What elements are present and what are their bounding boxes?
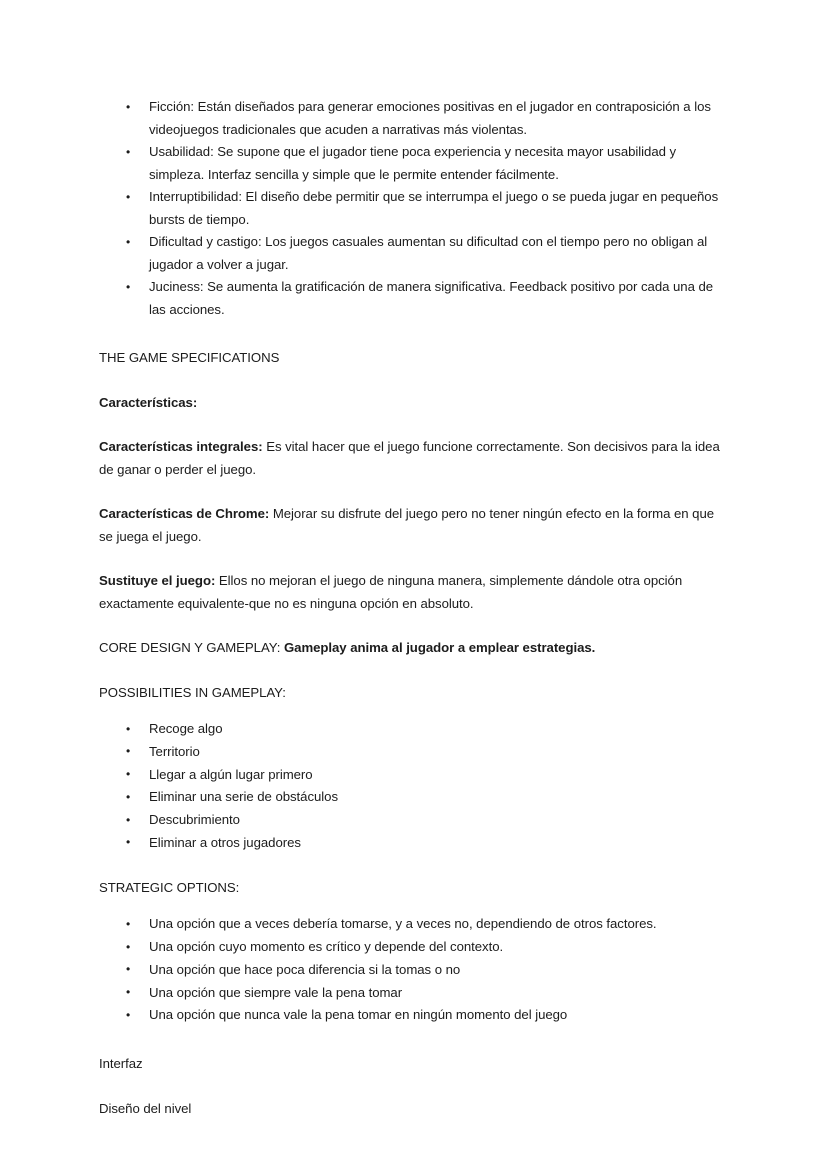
spacer bbox=[99, 1027, 727, 1053]
principles-list bbox=[99, 96, 727, 321]
list-item: • Interruptibilidad: El diseño debe permitir que se interrumpa el juego o se pueda jugar en pequeños bursts de tiempo. bbox=[99, 186, 727, 231]
core-design-label: CORE DESIGN Y GAMEPLAY: bbox=[99, 640, 284, 655]
list-item: • Una opción que nunca vale la pena tomar en ningún momento del juego bbox=[99, 1004, 727, 1027]
diseno-del-nivel-heading: Diseño del nivel bbox=[99, 1100, 192, 1116]
possibilities-heading: POSSIBILITIES IN GAMEPLAY: bbox=[99, 684, 286, 700]
spacer bbox=[99, 660, 727, 682]
caracteristicas-chrome-text: Mejorar su disfrute del juego pero no tener ningún efecto en la forma en que se juega el juego. bbox=[99, 506, 715, 544]
spacer bbox=[99, 481, 727, 503]
spacer bbox=[99, 370, 727, 392]
sustituye-el-juego-paragraph bbox=[99, 570, 727, 615]
core-design-bold-text: Gameplay anima al jugador a emplear estrategias. bbox=[283, 640, 596, 655]
list-item: • Ficción: Están diseñados para generar emociones positivas en el jugador en contraposición a los videojuegos tradicionales que acuden a narrativas más violentas. bbox=[99, 96, 727, 141]
spacer bbox=[99, 321, 727, 347]
list-item: • Recoge algo bbox=[99, 718, 727, 741]
core-design-paragraph bbox=[99, 637, 727, 660]
list-item: • Eliminar a otros jugadores bbox=[99, 832, 727, 855]
spacer bbox=[99, 1076, 727, 1098]
list-item: • Dificultad y castigo: Los juegos casuales aumentan su dificultad con el tiempo pero no obligan al jugador a volver a jugar. bbox=[99, 231, 727, 276]
spacer bbox=[99, 899, 727, 913]
caracteristicas-integrales-text: Es vital hacer que el juego funcione correctamente. Son decisivos para la idea de ganar o perder el juego. bbox=[99, 439, 720, 477]
sustituye-el-juego-label: Sustituye el juego: bbox=[99, 573, 216, 588]
list-item: • Usabilidad: Se supone que el jugador tiene poca experiencia y necesita mayor usabilidad y simpleza. Interfaz sencilla y simple que le permite entender fácilmente. bbox=[99, 141, 727, 186]
caracteristicas-heading bbox=[99, 392, 727, 415]
caracteristicas-integrales-paragraph bbox=[99, 436, 727, 481]
list-item: • Juciness: Se aumenta la gratificación de manera significativa. Feedback positivo por cada una de las acciones. bbox=[99, 276, 727, 321]
spacer bbox=[99, 704, 727, 718]
list-item: • Una opción que siempre vale la pena tomar bbox=[99, 982, 727, 1005]
list-item: • Una opción que hace poca diferencia si la tomas o no bbox=[99, 959, 727, 982]
caracteristicas-heading-text: Características: bbox=[99, 394, 198, 410]
list-item: • Llegar a algún lugar primero bbox=[99, 764, 727, 787]
sustituye-el-juego-text: Ellos no mejoran el juego de ninguna manera, simplemente dándole otra opción exactamente equivalente-que no es ninguna opción en absoluto. bbox=[99, 573, 683, 611]
caracteristicas-chrome-label: Características de Chrome: bbox=[99, 506, 270, 521]
document-body bbox=[99, 96, 727, 1120]
caracteristicas-chrome-paragraph bbox=[99, 503, 727, 548]
spacer bbox=[99, 414, 727, 436]
game-specifications-heading: THE GAME SPECIFICATIONS bbox=[99, 350, 280, 365]
spacer bbox=[99, 615, 727, 637]
spacer bbox=[99, 855, 727, 877]
list-item: • Descubrimiento bbox=[99, 809, 727, 832]
strategic-options-heading: STRATEGIC OPTIONS: bbox=[99, 879, 240, 895]
list-item: • Eliminar una serie de obstáculos bbox=[99, 786, 727, 809]
strategic-options-list bbox=[99, 913, 727, 1027]
list-item: • Una opción que a veces debería tomarse, y a veces no, dependiendo de otros factores. bbox=[99, 913, 727, 936]
list-item: • Una opción cuyo momento es crítico y depende del contexto. bbox=[99, 936, 727, 959]
possibilities-list bbox=[99, 718, 727, 855]
list-item: • Territorio bbox=[99, 741, 727, 764]
interfaz-heading: Interfaz bbox=[99, 1056, 143, 1072]
caracteristicas-integrales-label: Características integrales: bbox=[99, 439, 263, 454]
spacer bbox=[99, 548, 727, 570]
